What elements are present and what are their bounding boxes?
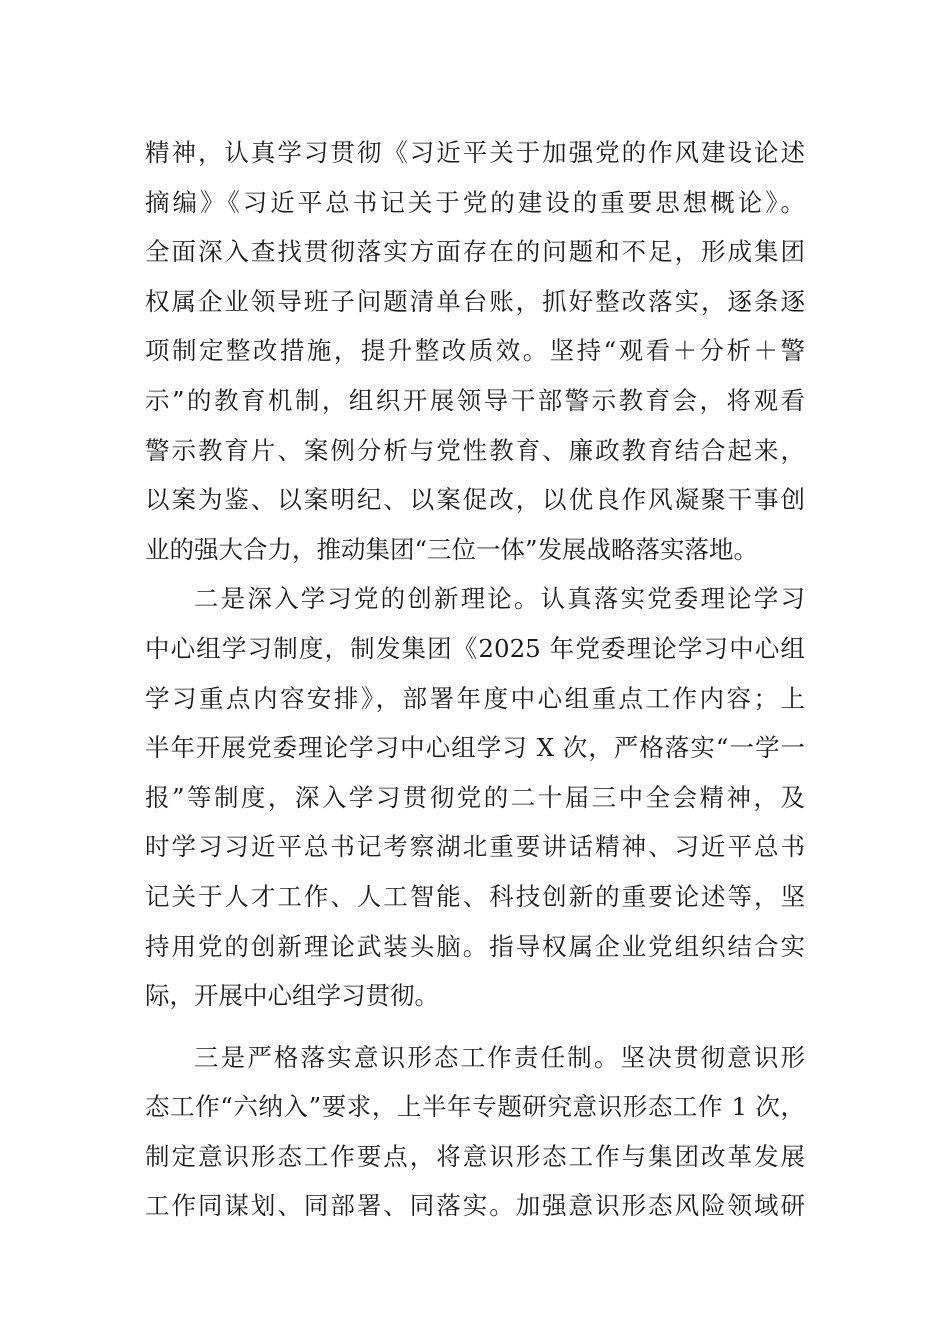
text-line: 半年开展党委理论学习中心组学习 X 次，严格落实“一学一 (145, 733, 805, 763)
text-line: 报”等制度，深入学习贯彻党的二十届三中全会精神，及 (145, 782, 805, 812)
text-line: 时学习习近平总书记考察湖北重要讲话精神、习近平总书 (145, 832, 805, 862)
text-line: 警示教育片、案例分析与党性教育、廉政教育结合起来， (145, 435, 805, 465)
paragraph-gap (145, 1021, 805, 1033)
text-line: 全面深入查找贯彻落实方面存在的问题和不足，形成集团 (145, 237, 805, 267)
text-line: 中心组学习制度，制发集团《2025 年党委理论学习中心组 (145, 633, 805, 663)
text-line: 二是深入学习党的创新理论。认真落实党委理论学习 (194, 584, 805, 614)
text-line: 示”的教育机制，组织开展领导干部警示教育会，将观看 (145, 385, 805, 415)
text-line: 持用党的创新理论武装头脑。指导权属企业党组织结合实 (145, 931, 805, 961)
text-line: 际，开展中心组学习贯彻。 (145, 981, 439, 1011)
text-line: 制定意识形态工作要点，将意识形态工作与集团改革发展 (145, 1141, 805, 1171)
text-line: 以案为鉴、以案明纪、以案促改，以优良作风凝聚干事创 (145, 485, 805, 515)
text-line: 学习重点内容安排》，部署年度中心组重点工作内容；上 (145, 683, 805, 713)
text-line: 权属企业领导班子问题清单台账，抓好整改落实，逐条逐 (145, 286, 805, 316)
text-line: 摘编》《习近平总书记关于党的建设的重要思想概论》。 (145, 187, 805, 217)
text-line: 业的强大合力，推动集团“三位一体”发展战略落实落地。 (145, 534, 759, 564)
document-body (145, 128, 805, 1231)
text-line: 三是严格落实意识形态工作责任制。坚决贯彻意识形 (194, 1042, 805, 1072)
text-line: 态工作“六纳入”要求，上半年专题研究意识形态工作 1 次， (145, 1092, 805, 1122)
text-line: 记关于人才工作、人工智能、科技创新的重要论述等，坚 (145, 881, 805, 911)
text-line: 工作同谋划、同部署、同落实。加强意识形态风险领域研 (145, 1191, 805, 1221)
text-line: 项制定整改措施，提升整改质效。坚持“观看＋分析＋警 (145, 336, 805, 366)
text-line: 精神，认真学习贯彻《习近平关于加强党的作风建设论述 (145, 138, 805, 167)
